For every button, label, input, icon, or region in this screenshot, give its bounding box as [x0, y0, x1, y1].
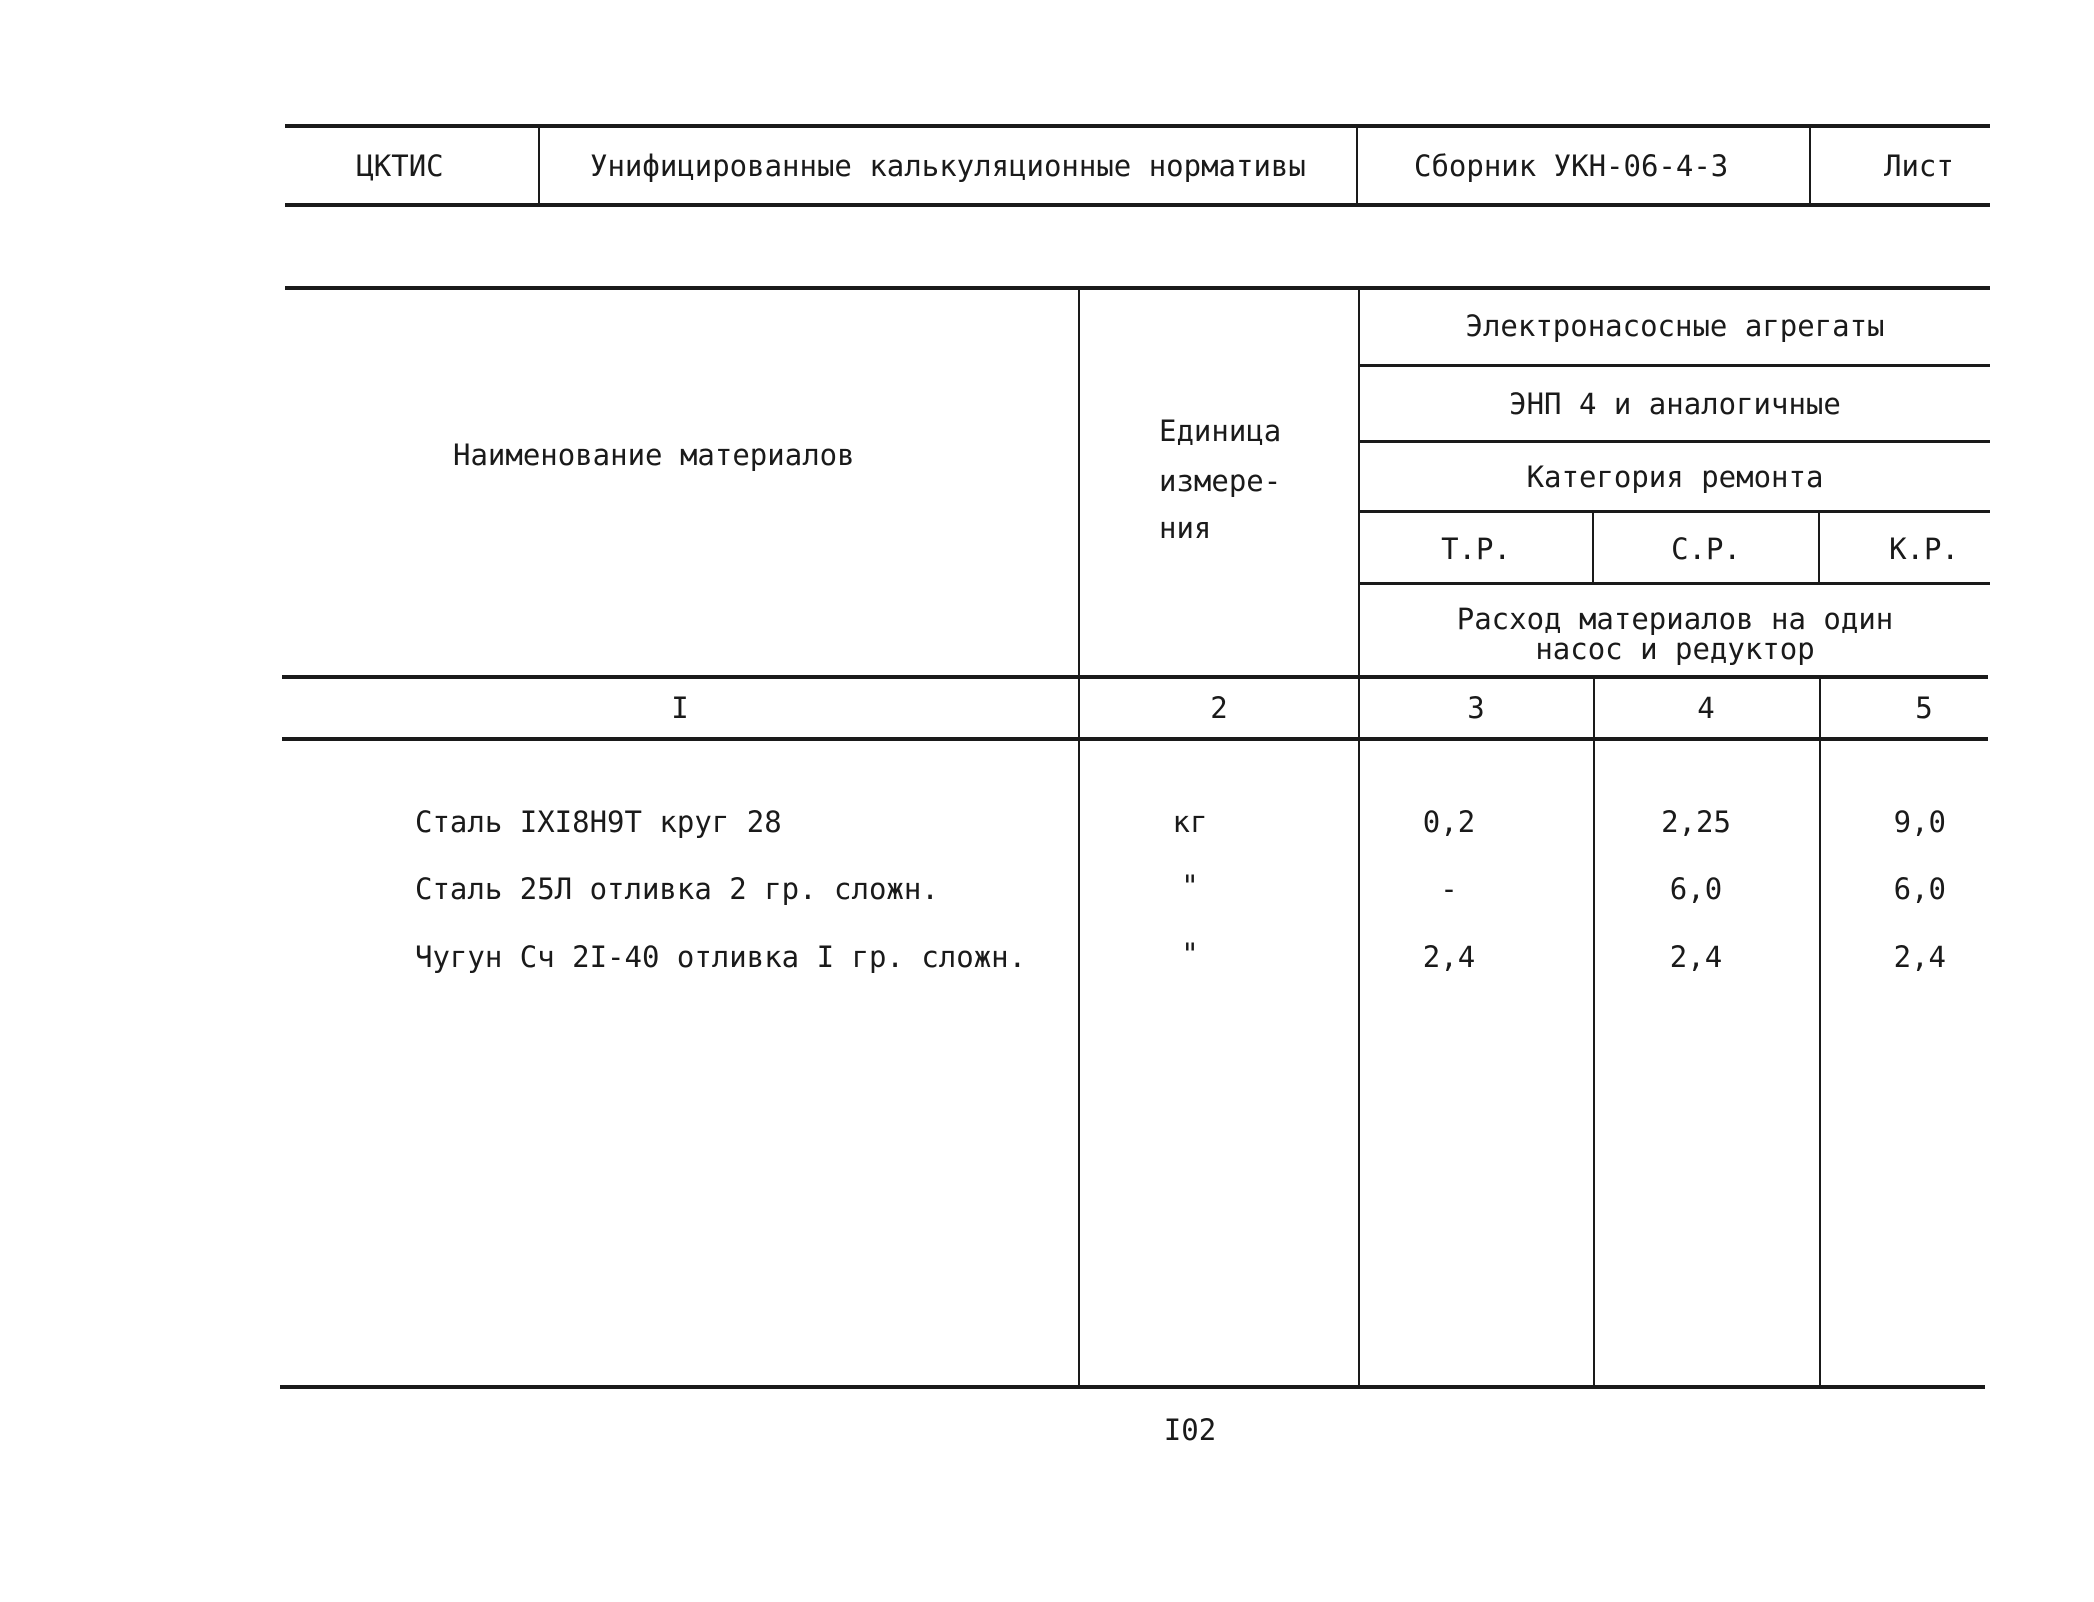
category-sr: С.Р.: [1671, 532, 1741, 566]
header-title: Унифицированные калькуляционные нормативы: [590, 149, 1306, 183]
row-value-sr: 6,0: [1669, 872, 1723, 906]
column-number-4: 4: [1697, 691, 1715, 725]
row-material-name: Сталь 25Л отливка 2 гр. сложн.: [415, 872, 939, 906]
column-numbers-rule: [282, 737, 1988, 741]
table-top-rule: [285, 286, 1990, 290]
header-divider-2: [1356, 126, 1358, 205]
category-header: Категория ремонта: [1526, 460, 1824, 494]
row-value-tr: 2,4: [1422, 940, 1476, 974]
column-number-2: 2: [1210, 691, 1228, 725]
row-value-tr: 0,2: [1422, 805, 1476, 839]
page-number: I02: [1163, 1413, 1217, 1447]
row-value-kr: 2,4: [1893, 940, 1946, 974]
header-top-rule: [285, 124, 1990, 128]
header-bottom-rule: [285, 203, 1990, 207]
column-header-unit-line1: Единица: [1159, 414, 1282, 448]
col-divider-tr-sr-body: [1593, 677, 1595, 1387]
row-unit: ": [1181, 937, 1199, 971]
subgroup-header-rule: [1360, 440, 1990, 443]
col-divider-sr-kr-body: [1819, 677, 1821, 1387]
column-header-unit-line2: измере-: [1159, 464, 1282, 498]
row-unit: ": [1181, 869, 1199, 903]
column-header-unit-line3: ния: [1159, 511, 1212, 545]
row-value-sr: 2,4: [1669, 940, 1723, 974]
column-header-name: Наименование материалов: [453, 438, 855, 472]
categories-rule: [1360, 582, 1990, 585]
col-divider-unit-tr: [1358, 288, 1360, 1387]
row-unit: кг: [1172, 805, 1208, 839]
group-header: Электронасосные агрегаты: [1465, 309, 1885, 343]
consumption-header-line1: Расход материалов на один: [1456, 602, 1894, 636]
subgroup-header: ЭНП 4 и аналогичные: [1509, 387, 1841, 421]
col-divider-name-unit: [1078, 288, 1080, 1387]
column-number-3: 3: [1467, 691, 1485, 725]
header-org: ЦКТИС: [356, 149, 444, 183]
group-header-rule: [1360, 364, 1990, 367]
row-material-name: Сталь IXI8Н9Т круг 28: [415, 805, 782, 839]
category-header-rule: [1360, 510, 1990, 513]
column-number-5: 5: [1915, 691, 1933, 725]
row-value-tr: -: [1440, 872, 1458, 906]
column-number-1: I: [671, 691, 689, 725]
category-tr: Т.Р.: [1441, 532, 1511, 566]
consumption-header-line2: насос и редуктор: [1535, 632, 1815, 666]
header-divider-1: [538, 126, 540, 205]
row-material-name: Чугун Сч 2I-40 отливка I гр. сложн.: [415, 940, 1027, 974]
header-sheet: Лист: [1884, 149, 1954, 183]
row-value-sr: 2,25: [1661, 805, 1731, 839]
category-kr: К.Р.: [1889, 532, 1959, 566]
header-body-rule: [282, 675, 1988, 679]
row-value-kr: 9,0: [1893, 805, 1946, 839]
table-bottom-rule: [280, 1385, 1985, 1389]
row-value-kr: 6,0: [1893, 872, 1946, 906]
header-divider-3: [1809, 126, 1811, 205]
header-collection: Сборник УКН-06-4-3: [1414, 149, 1729, 183]
